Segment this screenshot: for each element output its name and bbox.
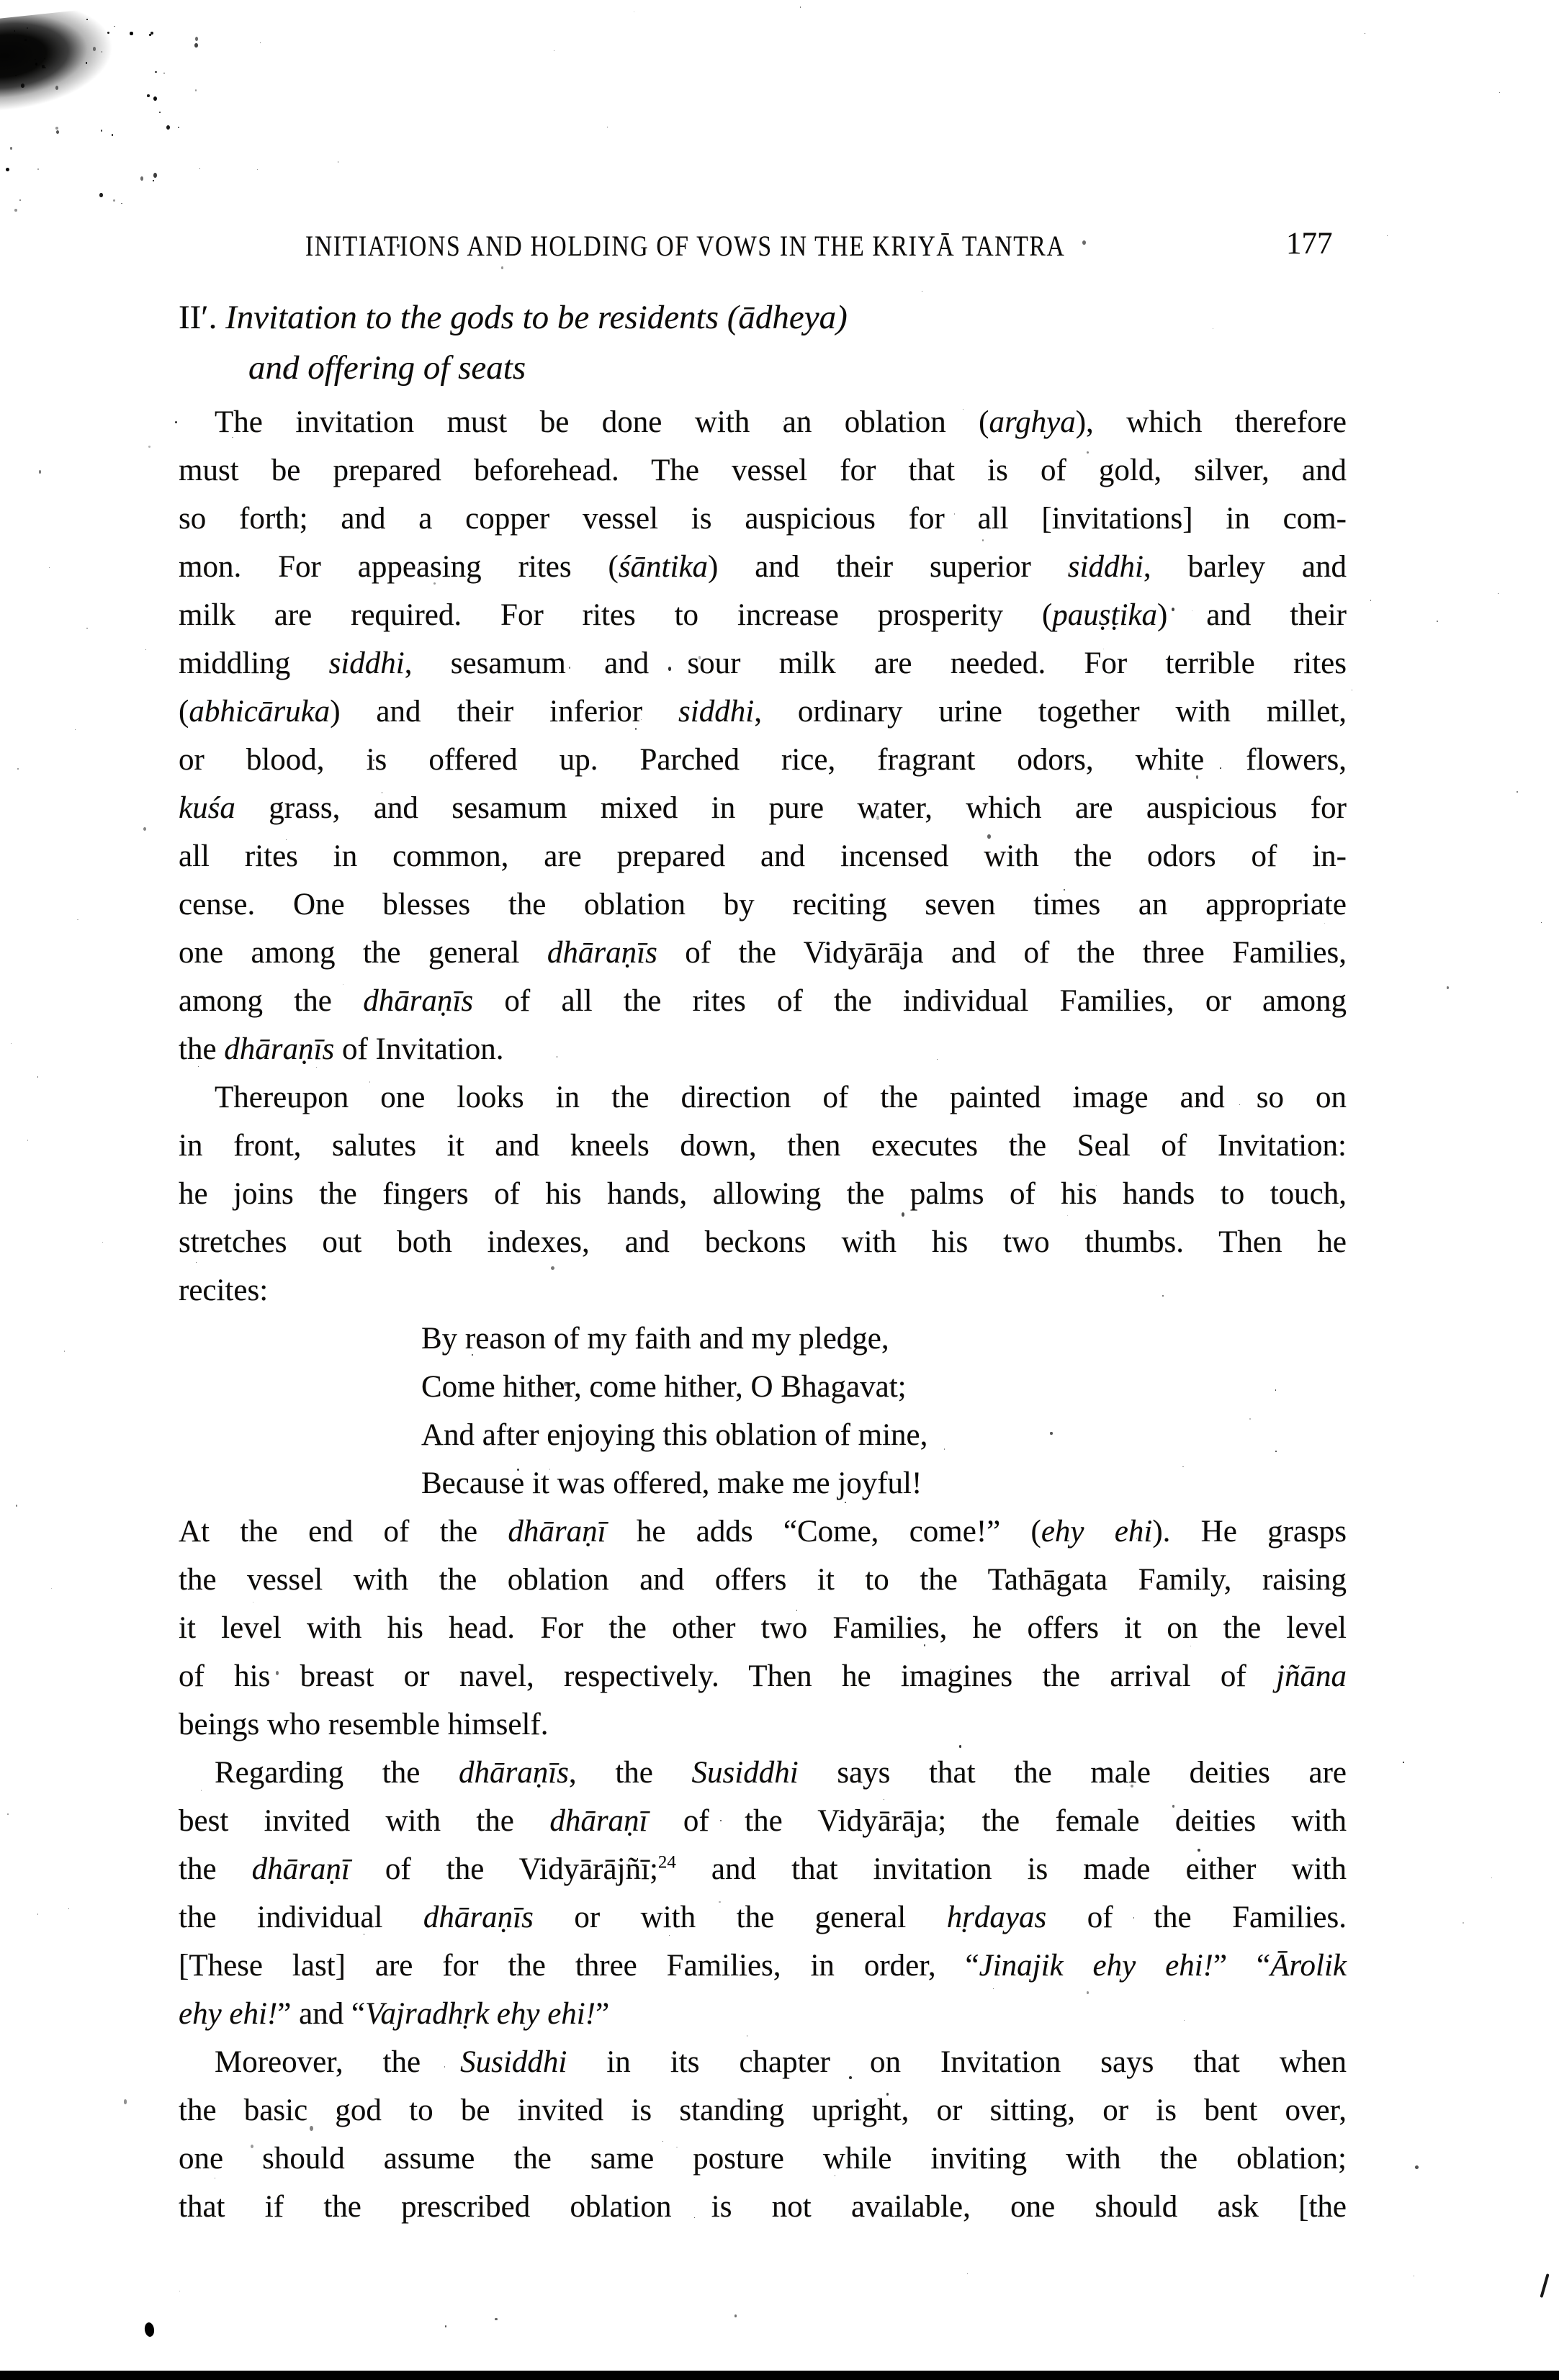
text-line: [These last] are for the three Families, in order, “Jinajik ehy ehi!” “Ārolik	[179, 1949, 1347, 1983]
text-line: By reason of my faith and my pledge,	[421, 1322, 889, 1356]
text-line: so forth; and a copper vessel is auspicious for all [invitations] in com-	[179, 502, 1347, 536]
text-line: the vessel with the oblation and offers it to the Tathāgata Family, raising	[179, 1563, 1347, 1597]
paragraph-1	[179, 398, 1347, 1073]
text-line: the dhāraṇī of the Vidyārājñī;$^{24}$ and that invitation is made either with	[179, 1852, 1347, 1886]
text-line: And after enjoying this oblation of mine,	[421, 1418, 928, 1452]
text-line: it level with his head. For the other two Families, he offers it on the level	[179, 1611, 1347, 1645]
text-line: recites:	[179, 1274, 269, 1307]
paragraph-2	[179, 1073, 1347, 1315]
text-line: stretches out both indexes, and beckons with his two thumbs. Then he	[179, 1225, 1347, 1259]
text-line: Because it was offered, make me joyful!	[421, 1466, 922, 1500]
edge-tick-artifact	[1540, 2273, 1549, 2298]
text-line: the dhāraṇīs of Invitation.	[179, 1032, 504, 1066]
paragraph-3	[179, 1507, 1347, 1749]
section-heading-line-2: and offering of seats	[248, 349, 526, 387]
text-line: At the end of the dhāraṇī he adds “Come, come!” (ehy ehi). He grasps	[179, 1515, 1347, 1549]
text-line: that if the prescribed oblation is not available, one should ask [the	[179, 2190, 1347, 2224]
section-numeral: II′.	[179, 299, 217, 336]
page-number: 177	[1286, 227, 1333, 261]
paragraph-5	[179, 2038, 1347, 2231]
text-line: one should assume the same posture while inviting with the oblation;	[179, 2142, 1347, 2176]
text-line: cense. One blesses the oblation by reciting seven times an appropriate	[179, 888, 1347, 921]
section-heading	[179, 292, 848, 393]
text-line: he joins the fingers of his hands, allowing the palms of his hands to touch,	[179, 1177, 1347, 1211]
text-line: Thereupon one looks in the direction of the painted image and so on	[215, 1081, 1347, 1114]
invocation-verse	[179, 1315, 1347, 1507]
text-line: Moreover, the Susiddhi in its chapter on Invitation says that when	[215, 2045, 1347, 2079]
running-header-title: INITIATIONS AND HOLDING OF VOWS IN THE KRIYĀ TANTRA	[305, 230, 1066, 262]
text-line: Regarding the dhāraṇīs, the Susiddhi says that the male deities are	[215, 1756, 1347, 1790]
section-heading-line-1	[179, 292, 848, 343]
ink-smudge-artifact	[0, 0, 200, 148]
scan-edge-bar	[0, 2371, 1559, 2380]
text-line: kuśa grass, and sesamum mixed in pure water, which are auspicious for	[179, 791, 1347, 825]
text-line: all rites in common, are prepared and incensed with the odors of in-	[179, 839, 1347, 873]
text-line: Come hither, come hither, O Bhagavat;	[421, 1370, 907, 1404]
text-line: among the dhāraṇīs of all the rites of the individual Families, or among	[179, 984, 1347, 1018]
text-line: (abhicāruka) and their inferior siddhi, ordinary urine together with millet,	[179, 695, 1347, 729]
text-line: mon. For appeasing rites (śāntika) and their superior siddhi, barley and	[179, 550, 1347, 584]
text-line: the basic god to be invited is standing upright, or sitting, or is bent over,	[179, 2093, 1347, 2127]
ink-dot-artifact	[144, 2322, 156, 2338]
text-line: ehy ehi!” and “Vajradhṛk ehy ehi!”	[179, 1997, 610, 2031]
text-line: The invitation must be done with an oblation (arghya), which therefore	[215, 405, 1347, 439]
text-line: the individual dhāraṇīs or with the general hṛdayas of the Families.	[179, 1901, 1347, 1934]
text-line: in front, salutes it and kneels down, then executes the Seal of Invitation:	[179, 1129, 1347, 1163]
text-line: must be prepared beforehead. The vessel for that is of gold, silver, and	[179, 454, 1347, 487]
text-line: middling siddhi, sesamum and sour milk are needed. For terrible rites	[179, 646, 1347, 680]
section-title: Invitation to the gods to be residents (ādheya)	[225, 299, 848, 336]
paragraph-4	[179, 1749, 1347, 2038]
text-line: of his breast or navel, respectively. Then he imagines the arrival of jñāna	[179, 1659, 1347, 1693]
body-text	[179, 398, 1347, 2231]
text-line: beings who resemble himself.	[179, 1708, 549, 1741]
text-line: milk are required. For rites to increase prosperity (pauṣṭika) and their	[179, 598, 1347, 632]
text-line: or blood, is offered up. Parched rice, fragrant odors, white flowers,	[179, 743, 1347, 777]
text-line: best invited with the dhāraṇī of the Vidyārāja; the female deities with	[179, 1804, 1347, 1838]
text-line: one among the general dhāraṇīs of the Vidyārāja and of the three Families,	[179, 936, 1347, 970]
